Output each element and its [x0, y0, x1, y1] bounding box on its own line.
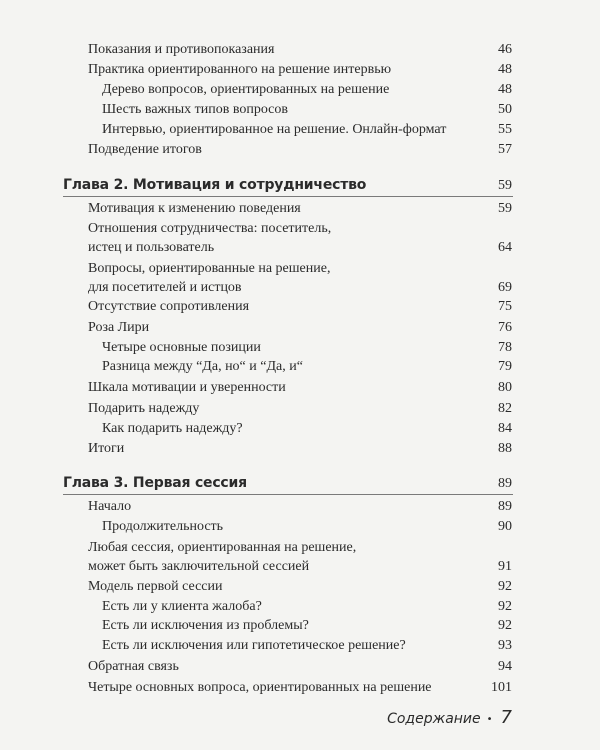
- footer-separator: •: [486, 714, 493, 725]
- chapter-heading: Глава 2. Мотивация и сотрудничество: [63, 177, 367, 193]
- toc-page-number: 46: [498, 42, 512, 57]
- toc-entry: Есть ли у клиента жалоба?: [102, 599, 262, 614]
- toc-page-number: 90: [498, 519, 512, 534]
- toc-entry: Любая сессия, ориентированная на решение, может быть заключительной сессией: [88, 540, 357, 574]
- footer-page-number: 7: [500, 707, 512, 728]
- toc-page-number: 84: [498, 421, 512, 436]
- toc-entry: Дерево вопросов, ориентированных на решение: [102, 82, 390, 97]
- toc-entry: Роза Лири: [88, 320, 150, 335]
- toc-entry: Есть ли исключения или гипотетическое решение?: [102, 638, 406, 653]
- chapter-divider: [63, 196, 513, 197]
- toc-page-number: 50: [498, 102, 512, 117]
- toc-page-number: 94: [498, 659, 512, 674]
- chapter-page-number: 59: [498, 178, 512, 193]
- toc-entry: Практика ориентированного на решение интервью: [88, 62, 392, 77]
- toc-page-number: 80: [498, 380, 512, 395]
- page-footer: [387, 707, 512, 728]
- toc-entry: Вопросы, ориентированные на решение, для посетителей и истцов: [88, 261, 331, 295]
- toc-page-number: 48: [498, 62, 512, 77]
- toc-entry: Разница между “Да, но“ и “Да, и“: [102, 359, 303, 374]
- toc-page-number: 101: [491, 680, 512, 695]
- toc-entry: Подведение итогов: [88, 142, 202, 157]
- toc-page-number: 59: [498, 201, 512, 216]
- toc-entry: Продолжительность: [102, 519, 224, 534]
- toc-entry: Отсутствие сопротивления: [88, 299, 250, 314]
- toc-page-number: 78: [498, 340, 512, 355]
- toc-page-number: 48: [498, 82, 512, 97]
- toc-entry: Подарить надежду: [88, 401, 200, 416]
- toc-entry: Начало: [88, 499, 132, 514]
- toc-page-number: 93: [498, 638, 512, 653]
- toc-page-number: 88: [498, 441, 512, 456]
- toc-page-number: 76: [498, 320, 512, 335]
- toc-page-number: 55: [498, 122, 512, 137]
- footer-label: Содержание: [387, 711, 481, 727]
- toc-entry: Показания и противопоказания: [88, 42, 275, 57]
- toc-entry: Четыре основных вопроса, ориентированных на решение: [88, 680, 432, 695]
- toc-entry: Четыре основные позиции: [102, 340, 261, 355]
- toc-entry: Интервью, ориентированное на решение. Онлайн-формат: [102, 122, 447, 137]
- toc-page-number: 75: [498, 299, 512, 314]
- toc-entry: Шесть важных типов вопросов: [102, 102, 289, 117]
- chapter-divider: [63, 494, 513, 495]
- toc-page-number: 64: [498, 240, 512, 255]
- toc-entry: Шкала мотивации и уверенности: [88, 380, 286, 395]
- toc-entry: Мотивация к изменению поведения: [88, 201, 301, 216]
- toc-entry: Как подарить надежду?: [102, 421, 243, 436]
- toc-entry: Итоги: [88, 441, 125, 456]
- chapter-heading: Глава 3. Первая сессия: [63, 475, 247, 491]
- toc-page-number: 69: [498, 280, 512, 295]
- toc-page-number: 91: [498, 559, 512, 574]
- toc-entry: Модель первой сессии: [88, 579, 223, 594]
- toc-page-number: 89: [498, 499, 512, 514]
- toc-page-number: 79: [498, 359, 512, 374]
- toc-entry: Обратная связь: [88, 659, 179, 674]
- chapter-page-number: 89: [498, 476, 512, 491]
- toc-page-number: 82: [498, 401, 512, 416]
- toc-page-number: 92: [498, 599, 512, 614]
- toc-entry: Отношения сотрудничества: посетитель, истец и пользователь: [88, 221, 332, 255]
- toc-page-number: 92: [498, 618, 512, 633]
- toc-page-number: 92: [498, 579, 512, 594]
- toc-page-number: 57: [498, 142, 512, 157]
- toc-entry: Есть ли исключения из проблемы?: [102, 618, 309, 633]
